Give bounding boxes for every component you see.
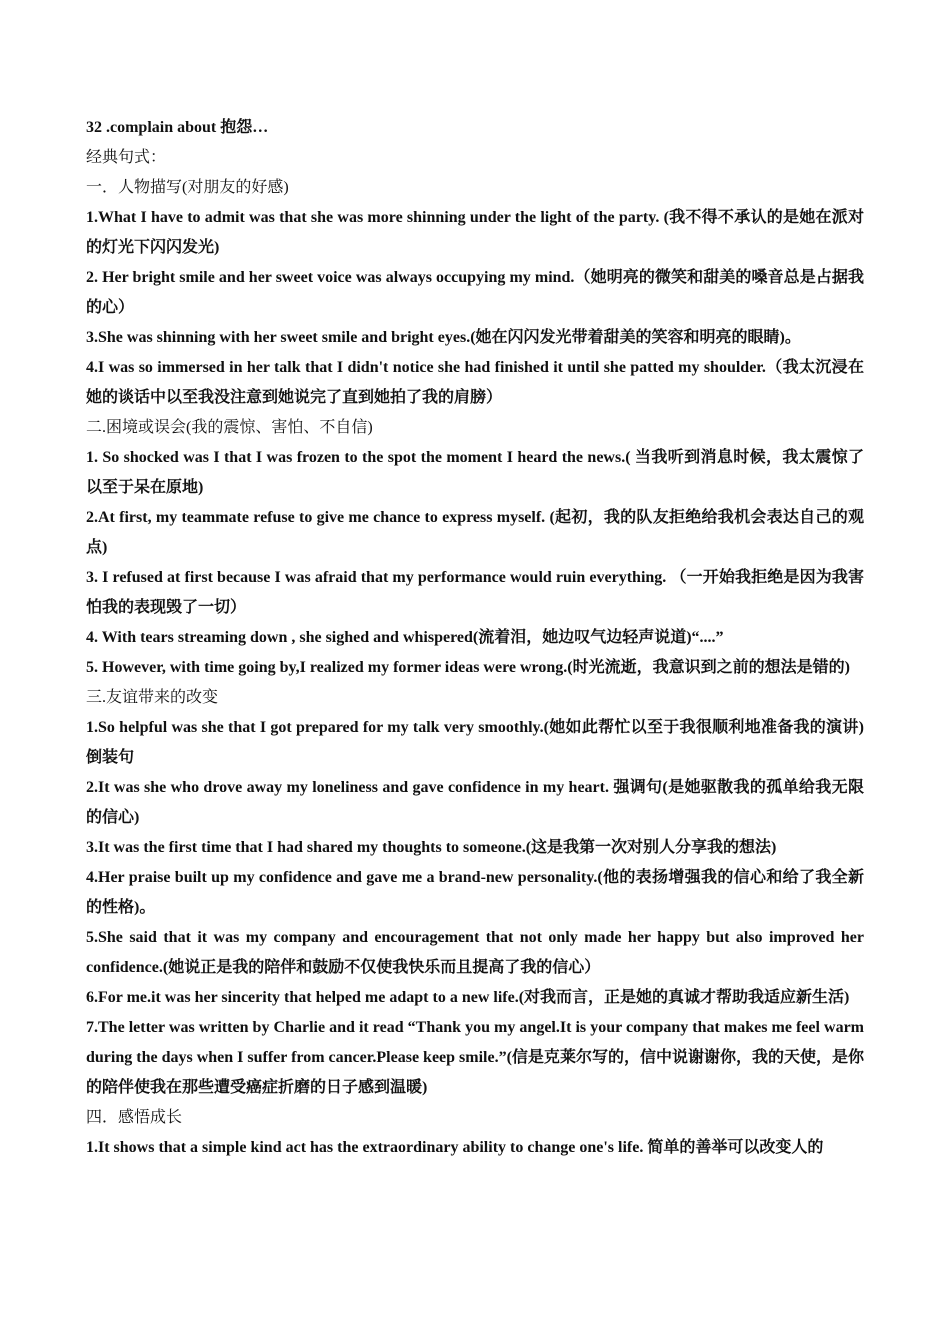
- sentence-1-4: 4.I was so immersed in her talk that I didn't notice she had finished it until she patted my shoulder.（我太沉浸在她的谈话中以至我没注意到她说完了直到她拍了我的肩膀）: [86, 359, 864, 406]
- sentence-1-3: 3.She was shinning with her sweet smile and bright eyes.(她在闪闪发光带着甜美的笑容和明亮的眼睛)。: [86, 329, 801, 346]
- sentence-2-5: 5. However, with time going by,I realized my former ideas were wrong.(时光流逝，我意识到之前的想法是错的): [86, 659, 850, 676]
- sentence-3-6: 6.For me.it was her sincerity that helped me adapt to a new life.(对我而言，正是她的真诚才帮助我适应新生活): [86, 989, 850, 1006]
- sentence-2-4: 4. With tears streaming down , she sighed and whispered(流着泪，她边叹气边轻声说道)“....”: [86, 629, 724, 646]
- section-heading-character-description: 一．人物描写(对朋友的好感): [86, 179, 289, 196]
- sentence-4-1: 1.It shows that a simple kind act has the extraordinary ability to change one's life. 简单的善举可以改变人的: [86, 1139, 824, 1156]
- sentence-3-4: 4.Her praise built up my confidence and gave me a brand-new personality.(他的表扬增强我的信心和给了我全新的性格)。: [86, 869, 864, 916]
- sentence-3-3: 3.It was the first time that I had shared my thoughts to someone.(这是我第一次对别人分享我的想法): [86, 839, 777, 856]
- sentence-3-2: 2.It was she who drove away my loneliness and gave confidence in my heart. 强调句(是她驱散我的孤单给我无限的信心): [86, 779, 864, 826]
- section-heading-difficulty: 二.困境或误会(我的震惊、害怕、不自信): [86, 419, 373, 436]
- heading-classic-sentences: 经典句式：: [86, 149, 167, 166]
- sentence-2-2: 2.At first, my teammate refuse to give me chance to express myself. (起初，我的队友拒绝给我机会表达自己的观点): [86, 509, 864, 556]
- sentence-3-1: 1.So helpful was she that I got prepared for my talk very smoothly.(她如此帮忙以至于我很顺利地准备我的演讲) 倒装句: [86, 719, 864, 766]
- sentence-2-1: 1. So shocked was I that I was frozen to the spot the moment I heard the news.( 当我听到消息时候，我太震惊了以至于呆在原地): [86, 449, 864, 496]
- heading-complain-about: 32 .complain about 抱怨…: [86, 119, 269, 136]
- sentence-2-3: 3. I refused at first because I was afraid that my performance would ruin everything. （一开始我拒绝是因为我害怕我的表现毁了一切）: [86, 569, 864, 616]
- sentence-3-5: 5.She said that it was my company and encouragement that not only made her happy but also improved her confidence.(她说正是我的陪伴和鼓励不仅使我快乐而且提高了我的信心）: [86, 929, 864, 976]
- section-heading-friendship-change: 三.友谊带来的改变: [86, 689, 219, 706]
- document-page: [86, 113, 864, 1163]
- sentence-3-7: 7.The letter was written by Charlie and it read “Thank you my angel.It is your company that makes me feel warm during the days when I suffer from cancer.Please keep smile.”(信是克莱尔写的，信中说谢谢你，我的天使，是你的陪伴使我在那些遭受癌症折磨的日子感到温暖): [86, 1019, 864, 1096]
- sentence-1-2: 2. Her bright smile and her sweet voice was always occupying my mind.（她明亮的微笑和甜美的嗓音总是占据我的心）: [86, 269, 864, 316]
- sentence-1-1: 1.What I have to admit was that she was more shinning under the light of the party. (我不得不承认的是她在派对的灯光下闪闪发光): [86, 209, 864, 256]
- section-heading-growth: 四．感悟成长: [86, 1109, 183, 1126]
